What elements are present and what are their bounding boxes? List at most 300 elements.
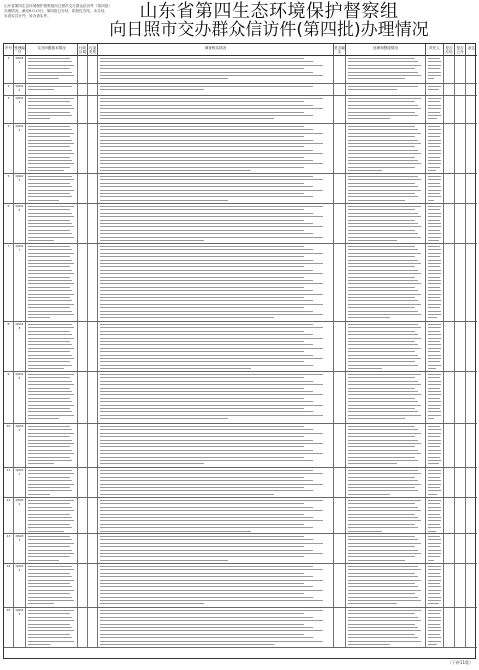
text-line <box>348 487 415 488</box>
text-line <box>100 470 313 471</box>
text-line <box>28 206 74 207</box>
text-line <box>428 641 441 642</box>
text-line <box>348 300 418 301</box>
text-line <box>28 546 70 547</box>
text-line <box>28 200 59 201</box>
text-line <box>428 627 441 628</box>
text-line <box>100 613 304 614</box>
text-line <box>428 136 440 137</box>
row-cell <box>444 468 455 497</box>
row-cell <box>78 174 88 203</box>
text-line <box>428 163 441 164</box>
text-line <box>348 287 415 288</box>
text-line <box>100 150 313 151</box>
text-line <box>348 101 415 102</box>
text-line <box>100 133 323 134</box>
row-cell <box>334 244 346 321</box>
text-line <box>428 620 441 621</box>
text-line <box>100 517 313 518</box>
text-line <box>100 307 304 308</box>
text-line <box>100 580 323 581</box>
text-line <box>28 593 70 594</box>
text-line <box>28 411 72 412</box>
text-line <box>348 556 415 557</box>
text-line <box>100 487 304 488</box>
text-line <box>28 617 72 618</box>
text-line <box>100 560 228 561</box>
row-cell <box>26 174 78 203</box>
text-line <box>100 226 323 227</box>
text-line <box>28 344 72 345</box>
text-line <box>100 503 304 504</box>
table-row <box>4 468 477 498</box>
text-line <box>348 586 418 587</box>
text-line <box>428 273 441 274</box>
text-line <box>28 140 72 141</box>
text-line <box>348 450 418 451</box>
text-line <box>428 331 440 332</box>
row-cell <box>466 124 477 173</box>
text-line <box>348 277 415 278</box>
text-line <box>100 566 313 567</box>
text-line <box>428 637 441 638</box>
row-cell <box>98 534 334 563</box>
text-line <box>348 453 421 454</box>
text-line <box>28 126 70 127</box>
text-line <box>28 300 72 301</box>
text-line <box>100 433 323 434</box>
row-cell <box>334 84 346 95</box>
text-line <box>348 167 415 168</box>
text-line <box>100 327 323 328</box>
row-cell <box>466 56 477 83</box>
text-line <box>348 283 421 284</box>
row-id: DJS026 <box>14 204 26 243</box>
text-line <box>28 484 74 485</box>
row-cell <box>88 372 98 423</box>
text-line <box>100 443 323 444</box>
text-line <box>348 58 415 59</box>
text-line <box>428 270 441 271</box>
text-line <box>428 160 441 161</box>
text-line <box>100 453 323 454</box>
text-line <box>28 89 54 90</box>
row-cell <box>426 56 444 83</box>
row-cell <box>455 564 466 607</box>
text-line <box>348 153 421 154</box>
text-line <box>28 388 70 389</box>
text-line <box>100 324 313 325</box>
row-cell <box>455 124 466 173</box>
row-seq: 15 <box>4 608 14 647</box>
text-line <box>348 627 418 628</box>
text-line <box>28 490 72 491</box>
text-line <box>100 260 313 261</box>
text-line <box>28 209 70 210</box>
text-line <box>428 546 440 547</box>
text-line <box>100 129 313 130</box>
text-line <box>100 583 304 584</box>
row-cell <box>88 244 98 321</box>
text-line <box>428 603 439 604</box>
intro-note: 山东省第四生态环境保护督察组向日照市交办群众信访件（第四批）办理情况。截至6月13日，第四批已办结，阶段性办结，未办结，未查实共计件，转办查实件。 <box>4 4 111 18</box>
table-row <box>4 124 477 174</box>
row-cell <box>444 534 455 563</box>
text-line <box>100 394 323 395</box>
text-line <box>100 263 323 264</box>
text-line <box>28 644 50 645</box>
row-cell <box>426 424 444 467</box>
row-cell <box>88 84 98 95</box>
text-line <box>428 256 440 257</box>
text-line <box>100 89 204 90</box>
text-line <box>428 216 441 217</box>
text-line <box>348 108 421 109</box>
text-line <box>428 583 440 584</box>
row-cell <box>346 322 426 371</box>
text-line <box>28 576 72 577</box>
text-line <box>428 361 440 362</box>
text-line <box>28 233 72 234</box>
text-line <box>28 627 72 628</box>
text-line <box>28 580 74 581</box>
text-line <box>28 213 72 214</box>
text-line <box>100 418 228 419</box>
text-line <box>428 457 440 458</box>
text-line <box>28 220 70 221</box>
row-cell <box>444 204 455 243</box>
text-line <box>348 209 415 210</box>
text-line <box>28 381 72 382</box>
text-line <box>28 610 74 611</box>
text-line <box>100 536 304 537</box>
text-line <box>28 377 70 378</box>
text-line <box>100 355 313 356</box>
text-line <box>348 603 397 604</box>
text-line <box>100 311 313 312</box>
row-id: DJS035 <box>14 608 26 647</box>
row-cell <box>466 534 477 563</box>
text-line <box>28 368 64 369</box>
text-line <box>428 170 436 171</box>
text-line <box>100 280 313 281</box>
text-line <box>428 520 441 521</box>
text-line <box>348 500 421 501</box>
text-line <box>428 463 439 464</box>
text-line <box>428 610 441 611</box>
text-line <box>28 317 50 318</box>
row-id: DJS029 <box>14 372 26 423</box>
text-line <box>348 324 418 325</box>
row-cell <box>98 96 334 123</box>
row-cell <box>444 372 455 423</box>
text-line <box>100 381 313 382</box>
row-seq: 14 <box>4 564 14 607</box>
text-line <box>428 517 441 518</box>
text-line <box>28 72 72 73</box>
row-cell <box>466 424 477 467</box>
text-line <box>28 433 74 434</box>
text-line <box>428 294 441 295</box>
text-line <box>28 167 70 168</box>
text-line <box>28 630 74 631</box>
text-line <box>428 408 440 409</box>
text-line <box>100 118 274 119</box>
text-line <box>428 233 441 234</box>
text-line <box>100 78 228 79</box>
text-line <box>348 593 415 594</box>
row-cell <box>26 424 78 467</box>
text-line <box>348 112 415 113</box>
text-line <box>28 443 74 444</box>
row-cell <box>466 96 477 123</box>
text-line <box>28 216 74 217</box>
text-line <box>100 524 304 525</box>
row-seq: 11 <box>4 468 14 497</box>
text-line <box>428 226 441 227</box>
text-line <box>100 484 323 485</box>
text-line <box>28 566 72 567</box>
text-line <box>100 460 313 461</box>
row-cell <box>444 322 455 371</box>
row-cell <box>98 424 334 467</box>
text-line <box>348 270 418 271</box>
text-line <box>428 415 441 416</box>
row-cell <box>346 608 426 647</box>
text-line <box>428 344 441 345</box>
text-line <box>428 593 440 594</box>
text-line <box>348 297 415 298</box>
page-continuation: （下转11版） <box>447 660 473 665</box>
row-cell <box>88 534 98 563</box>
text-line <box>100 256 304 257</box>
row-id: DJS022 <box>14 84 26 95</box>
row-cell <box>444 174 455 203</box>
text-line <box>28 324 72 325</box>
text-line <box>28 355 72 356</box>
text-line <box>28 112 70 113</box>
text-line <box>28 507 72 508</box>
text-line <box>28 170 64 171</box>
text-line <box>348 510 421 511</box>
row-cell <box>444 424 455 467</box>
text-line <box>28 415 74 416</box>
row-id: DJS021 <box>14 56 26 83</box>
text-line <box>428 398 440 399</box>
text-line <box>348 405 421 406</box>
text-line <box>100 590 323 591</box>
text-line <box>348 280 418 281</box>
text-line <box>100 136 304 137</box>
row-cell <box>334 534 346 563</box>
text-line <box>348 233 418 234</box>
text-line <box>428 500 441 501</box>
row-id: DJS030 <box>14 424 26 467</box>
text-line <box>100 68 304 69</box>
text-line <box>348 463 397 464</box>
text-line <box>428 249 441 250</box>
text-line <box>100 112 304 113</box>
text-line <box>428 283 441 284</box>
text-line <box>428 287 440 288</box>
text-line <box>100 531 251 532</box>
text-line <box>28 331 70 332</box>
text-line <box>28 237 74 238</box>
text-line <box>28 176 72 177</box>
text-line <box>28 418 59 419</box>
text-line <box>28 494 50 495</box>
row-id: DJS024 <box>14 124 26 173</box>
text-line <box>28 143 74 144</box>
row-cell <box>346 372 426 423</box>
text-line <box>348 133 421 134</box>
text-line <box>28 634 70 635</box>
row-cell <box>98 124 334 173</box>
text-line <box>28 277 70 278</box>
row-cell <box>26 96 78 123</box>
row-cell <box>444 608 455 647</box>
text-line <box>428 494 437 495</box>
text-line <box>348 597 418 598</box>
text-line <box>100 514 304 515</box>
text-line <box>100 603 204 604</box>
row-cell <box>78 424 88 467</box>
text-line <box>348 484 421 485</box>
text-line <box>100 365 313 366</box>
text-line <box>348 105 418 106</box>
text-line <box>28 115 72 116</box>
text-line <box>348 89 397 90</box>
text-line <box>348 550 418 551</box>
text-line <box>100 273 323 274</box>
row-cell <box>334 608 346 647</box>
text-line <box>100 266 304 267</box>
row-cell <box>346 174 426 203</box>
text-line <box>28 179 74 180</box>
row-cell <box>98 84 334 95</box>
row-cell <box>455 96 466 123</box>
text-line <box>348 216 421 217</box>
text-line <box>100 317 274 318</box>
text-line <box>348 418 405 419</box>
table-row <box>4 498 477 534</box>
text-line <box>100 348 323 349</box>
text-line <box>28 550 72 551</box>
text-line <box>428 514 440 515</box>
text-line <box>348 266 415 267</box>
text-line <box>348 480 418 481</box>
row-cell <box>426 84 444 95</box>
text-line <box>348 576 418 577</box>
row-cell <box>88 608 98 647</box>
text-line <box>28 196 72 197</box>
text-line <box>28 65 74 66</box>
row-cell <box>78 96 88 123</box>
text-line <box>428 86 441 87</box>
text-line <box>28 358 74 359</box>
text-line <box>100 377 304 378</box>
row-cell <box>334 468 346 497</box>
text-line <box>348 150 418 151</box>
text-line <box>28 613 70 614</box>
row-seq: 7 <box>4 244 14 321</box>
text-line <box>348 377 415 378</box>
text-line <box>428 307 440 308</box>
row-cell <box>26 204 78 243</box>
text-line <box>100 617 313 618</box>
col-header-responsible: 责任人 <box>426 44 444 56</box>
text-line <box>28 98 74 99</box>
text-line <box>348 273 421 274</box>
text-line <box>348 223 418 224</box>
text-line <box>348 163 421 164</box>
text-line <box>428 297 440 298</box>
text-line <box>428 351 440 352</box>
text-line <box>100 494 274 495</box>
text-line <box>100 630 323 631</box>
text-line <box>28 307 70 308</box>
row-seq: 9 <box>4 372 14 423</box>
text-line <box>28 510 74 511</box>
text-line <box>428 183 440 184</box>
table-header <box>4 44 477 56</box>
text-line <box>428 597 441 598</box>
text-line <box>100 304 323 305</box>
page-title: 山东省第四生态环境保护督察组 <box>139 1 399 22</box>
text-line <box>28 351 70 352</box>
text-line <box>348 179 421 180</box>
row-cell <box>346 468 426 497</box>
text-line <box>348 176 418 177</box>
text-line <box>428 314 441 315</box>
text-line <box>100 126 304 127</box>
row-cell <box>426 124 444 173</box>
text-line <box>28 78 59 79</box>
text-line <box>100 624 304 625</box>
text-line <box>428 426 440 427</box>
text-line <box>348 317 390 318</box>
text-line <box>28 500 74 501</box>
text-line <box>28 457 70 458</box>
row-cell <box>78 124 88 173</box>
text-line <box>348 503 415 504</box>
row-id: DJS027 <box>14 244 26 321</box>
text-line <box>100 86 313 87</box>
text-line <box>28 226 74 227</box>
text-line <box>428 324 441 325</box>
text-line <box>348 72 418 73</box>
text-line <box>100 411 313 412</box>
row-cell <box>444 498 455 533</box>
row-seq: 10 <box>4 424 14 467</box>
table-row <box>4 96 477 124</box>
row-cell <box>88 564 98 607</box>
row-cell <box>346 56 426 83</box>
col-header-problem: 交办问题基本情况 <box>26 44 78 56</box>
row-cell <box>466 498 477 533</box>
text-line <box>348 630 421 631</box>
complaints-table <box>3 43 476 659</box>
text-line <box>428 624 440 625</box>
row-cell <box>88 124 98 173</box>
text-line <box>100 179 323 180</box>
text-line <box>348 443 421 444</box>
row-cell <box>346 534 426 563</box>
text-line <box>428 300 441 301</box>
text-line <box>100 415 323 416</box>
row-cell <box>455 608 466 647</box>
text-line <box>100 98 323 99</box>
